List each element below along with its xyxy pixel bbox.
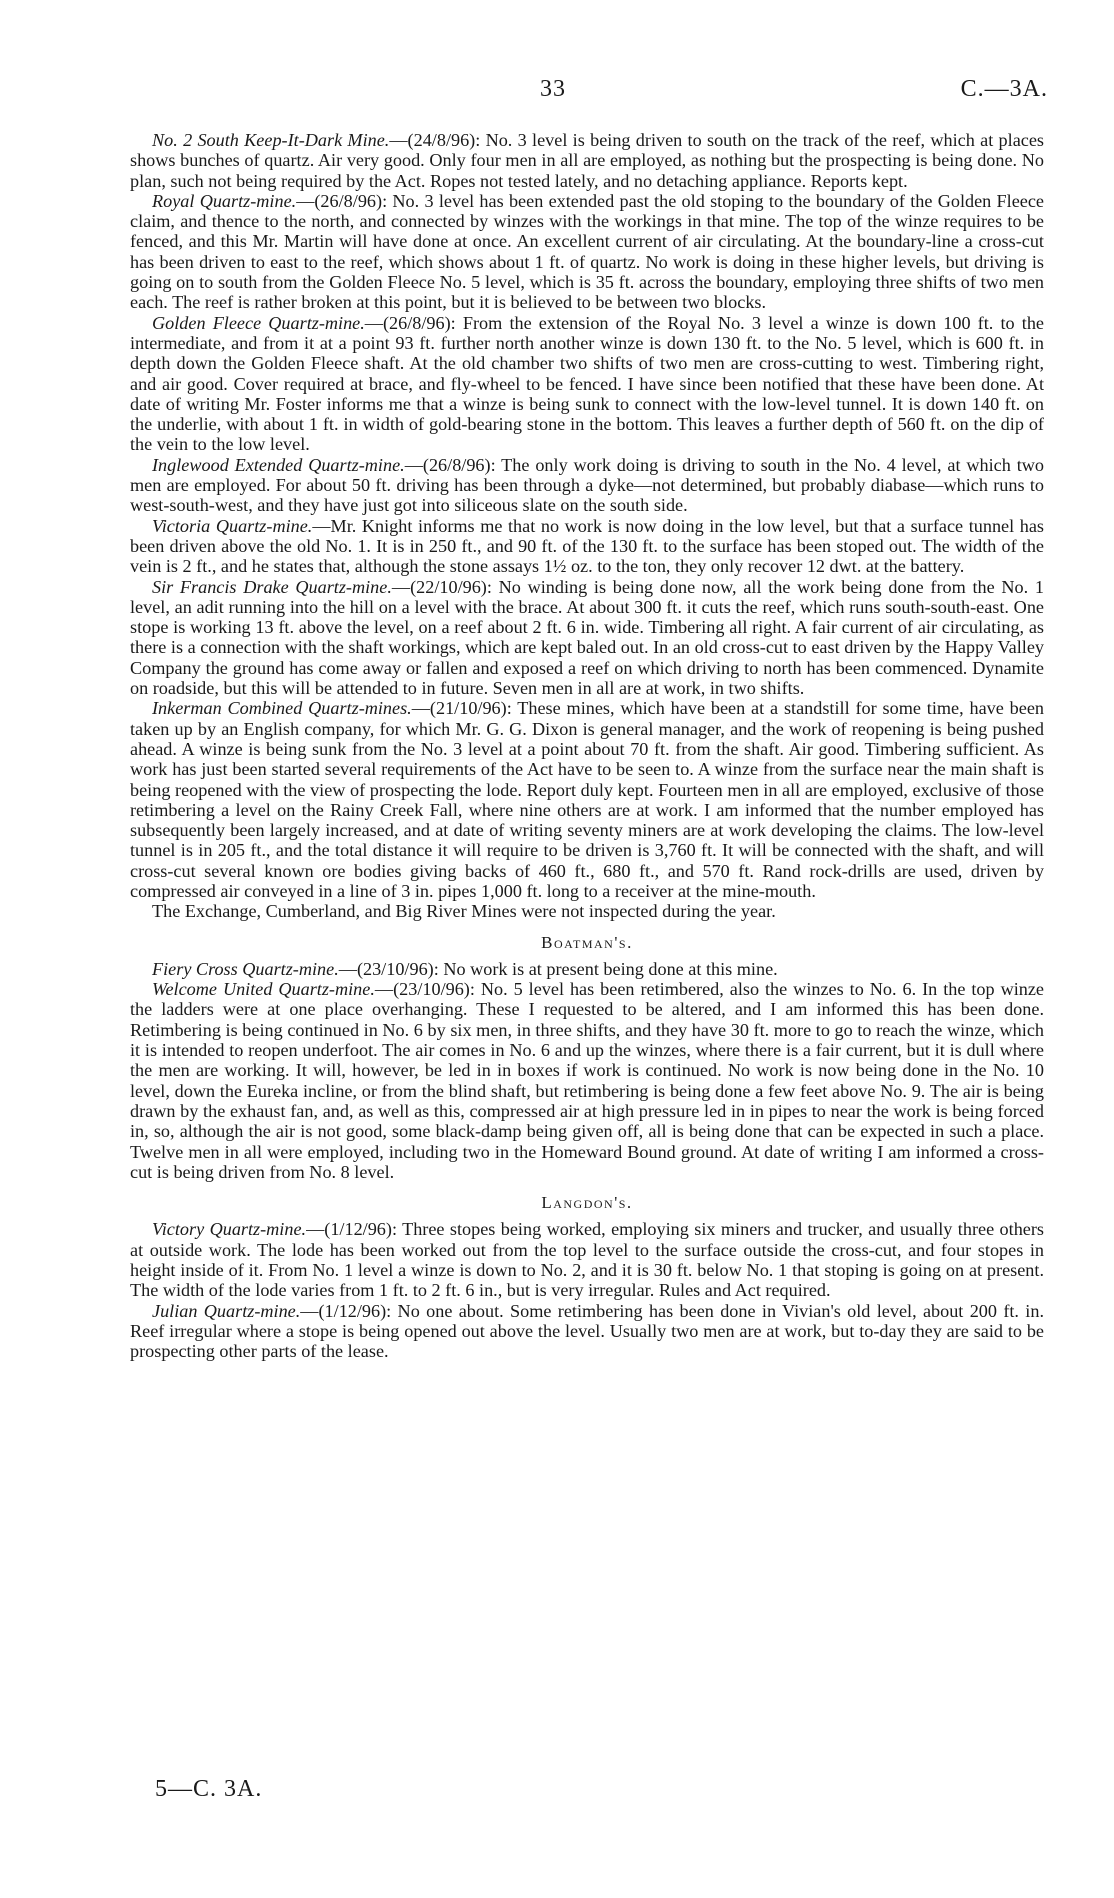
mine-title: Victory Quartz-mine. (152, 1219, 307, 1240)
mine-report-text: —(23/10/96): No. 5 level has been retimbered, also the winzes to No. 6. In the top winze the ladders were at one place overhanging. These I requested to be altered, and I am informed this has been done. Retimbering is being continued in No. 6 by six men, in three shifts, and they have 30 ft. more to go to reach the winze, which it is intended to reopen underfoot. The air comes in No. 6 and up the winzes, where there is a fair current, but it is dull where the men are working. It will, however, be led in in boxes if work is continued. No work is now being done in the No. 10 level, down the Eureka incline, or from the blind shaft, but retimbering is being done a few feet above No. 9. The air is being drawn by the exhaust fan, and, as well as this, compressed air at high pressure led in in pipes to near the work is being forced in, so, although the air is not good, some black-damp being given off, all is being done that can be expected in such a place. Twelve men in all were employed, including two in the Homeward Bound ground. At date of writing I am informed a cross-cut is being driven from No. 8 level. (130, 979, 1045, 1182)
closing-note (130, 901, 1044, 921)
mine-title: Inkerman Combined Quartz-mines. (152, 698, 412, 719)
mine-entry (130, 191, 1044, 313)
mine-title: Victoria Quartz-mine. (152, 515, 313, 536)
mine-title: No. 2 South Keep-It-Dark Mine. (152, 130, 390, 150)
mine-title: Royal Quartz-mine. (152, 190, 297, 211)
mine-report-text: The Exchange, Cumberland, and Big River Mines were not inspected during the year. (152, 901, 776, 922)
mine-report-text: —Mr. Knight informs me that no work is now doing in the low level, but that a surface tunnel has been driven above the old No. 1. It is in 250 ft., and 90 ft. of the 130 ft. to the surface has been stoped out. The width of the vein is 2 ft., and he states that, although the stone assays 1½ oz. to the ton, they only recover 12 dwt. at the battery. (130, 515, 1044, 577)
page-number: 33 (540, 76, 566, 102)
mine-report-text: —(22/10/96): No winding is being done now, all the work being done from the No. 1 level, an adit running into the hill on a level with the brace. At about 300 ft. it cuts the reef, which runs south-south-east. One stope is working 13 ft. above the level, on a reef about 2 ft. 6 in. wide. Timbering all right. A fair current of air circulating, as there is a connection with the shaft workings, which are kept baled out. In an old cross-cut to east driven by the Happy Valley Company the ground has come away or fallen and exposed a reef on which driving to north has been commenced. Dynamite on roadside, but this will be attended to in future. Seven men in all are at work, in two shifts. (130, 576, 1044, 699)
mine-report-text: —(1/12/96): No one about. Some retimbering has been done in Vivian's old level, about 200 ft. in. Reef irregular where a stope is being opened out above the level. Usually two men are at work, but to-day they are said to be prospecting other parts of the lease. (130, 1300, 1045, 1362)
section-boatmans (130, 959, 1044, 1182)
mine-title: Fiery Cross Quartz-mine. (152, 958, 339, 979)
section-langdons (130, 1219, 1044, 1361)
printer-signature: 5—C. 3A. (155, 1776, 263, 1802)
mine-report-text: —(26/8/96): The only work doing is driving to south in the No. 4 level, at which two men are employed. For about 50 ft. driving has been through a dyke—not determined, but probably diabase—which runs to west-south-west, and they have just got into siliceous slate on the south side. (130, 454, 1044, 516)
mine-entry (130, 577, 1044, 699)
mine-title: Golden Fleece Quartz-mine. (152, 312, 365, 333)
mine-title: Inglewood Extended Quartz-mine. (152, 454, 405, 475)
mine-report-text: —(24/8/96): No. 3 level is being driven to south on the track of the reef, which at places shows bunches of quartz. Air very good. Only four men in all are employed, as nothing but the prospecting is being done. No plan, such not being required by the Act. Ropes not tested lately, and no detaching appliance. Reports kept. (130, 130, 1044, 191)
section-heading-boatmans: Boatman's. (541, 932, 633, 952)
mine-report-text: —(23/10/96): No work is at present being done at this mine. (338, 958, 778, 979)
mine-entry (130, 959, 1044, 979)
section-general (130, 130, 1044, 922)
mine-entry (130, 1301, 1044, 1362)
mine-report-text: —(1/12/96): Three stopes being worked, employing six miners and trucker, and usually three others at outside work. The lode has been worked out from the top level to the surface outside the cross-cut, and four stopes in height inside of it. From No. 1 level a winze is down to No. 2, and it is 30 ft. below No. 1 that stoping is going on at present. The width of the lode varies from 1 ft. to 2 ft. 6 in., but is very irregular. Rules and Act required. (130, 1219, 1044, 1301)
page-header (130, 76, 1056, 106)
mine-entry (130, 1219, 1044, 1300)
mine-entry (130, 698, 1044, 901)
mine-report-text: —(26/8/96): No. 3 level has been extended past the old stoping to the boundary of the Golden Fleece claim, and thence to the north, and connected by winzes with the workings in that mine. The top of the winze requires to be fenced, and this Mr. Martin will have done at once. An excellent current of air circulating. At the boundary-line a cross-cut has been driven to east to the reef, which shows about 1 ft. of quartz. No work is doing in these higher levels, but driving is going on to south from the Golden Fleece No. 5 level, which is 35 ft. across the boundary, employing three shifts of two men each. The reef is rather broken at this point, but it is believed to be between two blocks. (130, 190, 1044, 313)
document-reference: C.—3A. (960, 76, 1048, 102)
mine-report-text: —(21/10/96): These mines, which have been at a standstill for some time, have been taken up by an English company, for which Mr. G. G. Dixon is general manager, and the work of reopening is being pushed ahead. A winze is being sunk from the No. 3 level at a point about 70 ft. from the shaft. Air good. Timbering sufficient. As work has just been started several requirements of the Act have to be seen to. A winze from the surface near the main shaft is being reopened with the view of prospecting the lode. Report duly kept. Fourteen men in all are employed, exclusive of those retimbering a level on the Rainy Creek Fall, where nine others are at work. I am informed that the number employed has subsequently been largely increased, and at date of writing seventy miners are at work developing the claims. The low-level tunnel is in 205 ft., and the total distance it will require to be driven is 3,760 ft. It will be connected with the shaft, and will cross-cut several known ore bodies giving backs of 460 ft., 680 ft., and 570 ft. Rand rock-drills are used, driven by compressed air conveyed in a line of 3 in. pipes 1,000 ft. long to a receiver at the mine-mouth. (130, 698, 1044, 901)
mine-entry (130, 313, 1044, 455)
mine-entry (130, 516, 1044, 577)
mine-title: Welcome United Quartz-mine. (152, 979, 375, 1000)
section-heading-langdons: Langdon's. (541, 1193, 633, 1213)
mine-title: Julian Quartz-mine. (152, 1300, 301, 1321)
mine-entry (130, 455, 1044, 516)
mine-report-text: —(26/8/96): From the extension of the Royal No. 3 level a winze is down 100 ft. to the intermediate, and from it at a point 93 ft. further north another winze is down 130 ft. to the No. 5 level, which is 600 ft. in depth down the Golden Fleece shaft. At the old chamber two shifts of two men are cross-cutting to west. Timbering right, and air good. Cover required at brace, and fly-wheel to be fenced. I have since been notified that these have been done. At date of writing Mr. Foster informs me that a winze is being sunk to connect with the low-level tunnel. It is down 140 ft. on the underlie, with about 1 ft. in width of gold-bearing stone in the bottom. This leaves a further depth of 560 ft. on the dip of the vein to the low level. (130, 312, 1045, 455)
mine-title: Sir Francis Drake Quartz-mine. (152, 576, 392, 597)
report-body (130, 130, 1044, 1362)
mine-entry (130, 130, 1044, 191)
mine-entry (130, 979, 1044, 1182)
